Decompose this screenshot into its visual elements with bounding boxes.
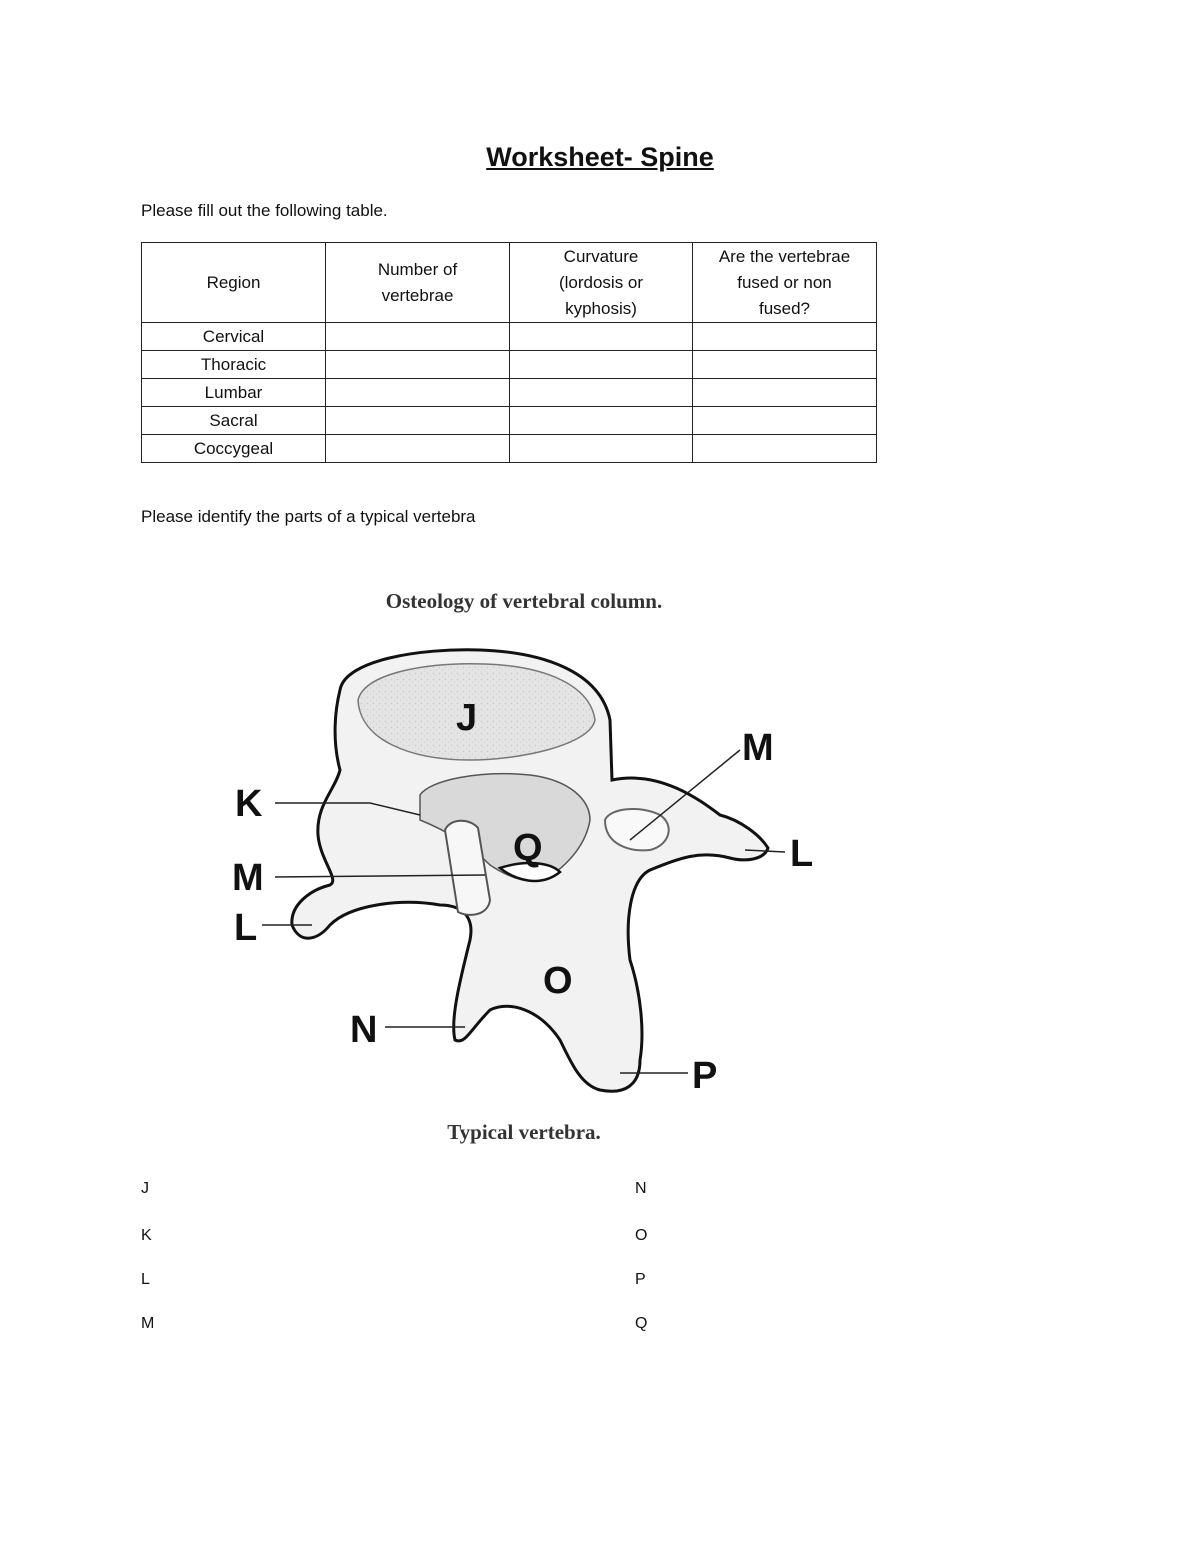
answer-cell[interactable] [693,351,877,379]
label-m-left: M [232,857,264,899]
label-k: K [235,783,263,825]
table-row [142,351,877,379]
answer-cell[interactable] [693,323,877,351]
answer-cell[interactable] [693,379,877,407]
answer-cell[interactable] [510,323,693,351]
table-instruction: Please fill out the following table. [141,201,388,220]
answer-cell[interactable] [693,435,877,463]
header-fused: Are the vertebrae fused or non fused? [693,243,877,323]
region-cell: Thoracic [142,351,326,379]
table-row [142,407,877,435]
header-curvature: Curvature (lordosis or kyphosis) [510,243,693,323]
figure-title: Osteology of vertebral column. [385,589,663,613]
identify-instruction: Please identify the parts of a typical vertebra [141,507,476,526]
header-region: Region [142,243,326,323]
part-label: K [141,1227,152,1244]
label-q: Q [513,827,543,869]
answer-cell[interactable] [326,351,510,379]
part-label: N [635,1180,647,1197]
table-row [142,379,877,407]
header-number: Number of vertebrae [326,243,510,323]
page-title: Worksheet- Spine [486,142,714,172]
label-l-right: L [790,833,814,875]
part-label: P [635,1271,646,1288]
spine-region-table [141,242,877,463]
part-label: Q [635,1315,648,1332]
table-row [142,435,877,463]
region-cell: Coccygeal [142,435,326,463]
answer-cell[interactable] [510,379,693,407]
label-m-right: M [742,727,774,769]
answer-cell[interactable] [510,351,693,379]
part-label: M [141,1315,155,1332]
label-o: O [543,960,573,1002]
answer-cell[interactable] [326,435,510,463]
table-header-row [142,243,877,323]
label-n: N [350,1009,378,1051]
answer-cell[interactable] [693,407,877,435]
label-j: J [456,697,478,739]
answer-cell[interactable] [326,379,510,407]
region-cell: Lumbar [142,379,326,407]
answer-cell[interactable] [510,407,693,435]
answer-cell[interactable] [326,407,510,435]
table-row [142,323,877,351]
label-p: P [692,1055,718,1097]
figure-caption: Typical vertebra. [447,1120,601,1144]
part-label: O [635,1227,648,1244]
region-cell: Cervical [142,323,326,351]
vertebra-diagram [0,560,1200,1120]
answer-cell[interactable] [326,323,510,351]
label-l-left: L [234,907,258,949]
part-label: J [141,1180,149,1197]
part-label: L [141,1271,150,1288]
answer-cell[interactable] [510,435,693,463]
region-cell: Sacral [142,407,326,435]
